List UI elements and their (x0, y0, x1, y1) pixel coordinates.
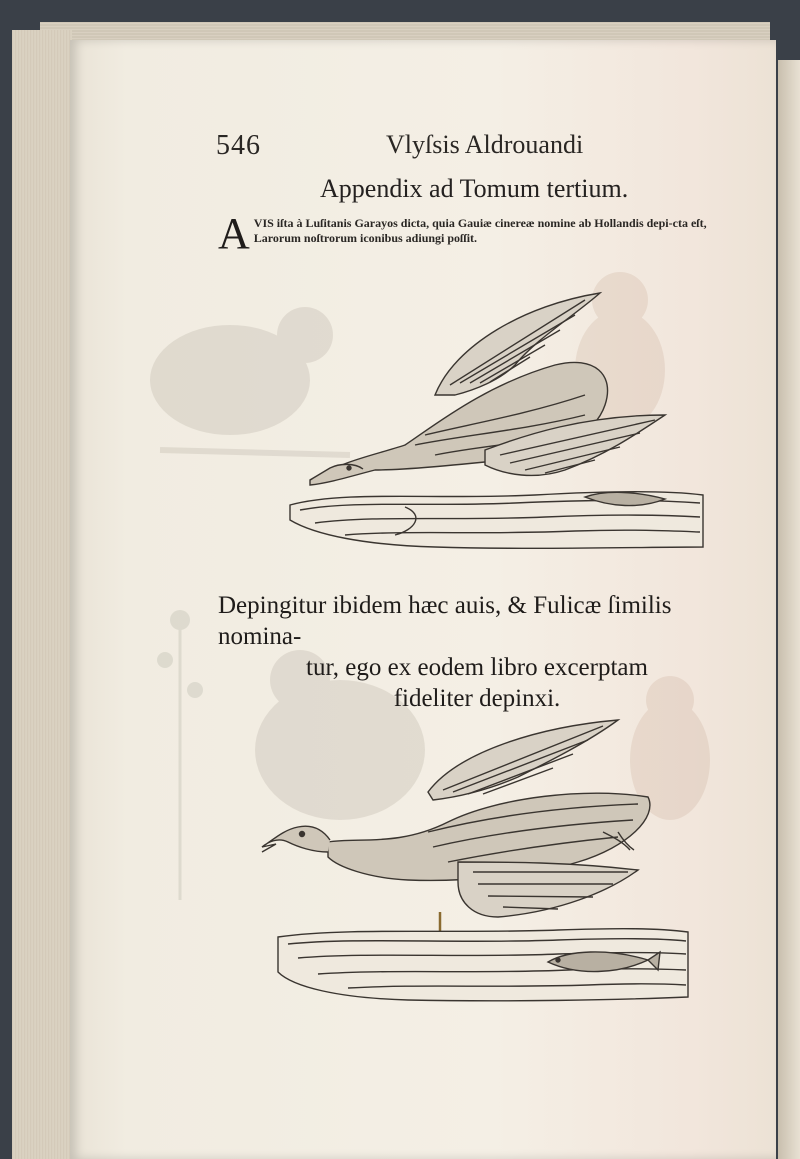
drop-cap: A (218, 209, 250, 258)
caption-line-1: Depingitur ibidem hæc auis, & Fulicæ ſimilis nomina- (218, 592, 672, 650)
page-header (216, 130, 616, 170)
page-number: 546 (216, 130, 261, 161)
running-title: Vlyſsis Aldrouandi (386, 130, 584, 159)
garayos-woodcut (285, 285, 705, 560)
appendix-title: Appendix ad Tomum tertium. (320, 174, 629, 203)
facing-page-edge (778, 60, 800, 1159)
caption-line-3: fideliter depinxi. (393, 685, 561, 712)
intro-text: VIS iſta à Luſitanis Garayos dicta, quia Gauiæ cinereæ nomine ab Hollandis depi-cta eſt, Larorum noſtrorum iconibus adiungi poſſit. (253, 216, 707, 245)
fulica-woodcut (258, 712, 698, 1012)
page-edges (12, 30, 72, 1159)
bleed-through-plant (140, 600, 220, 900)
woodcut-caption (218, 590, 736, 714)
intro-paragraph (218, 209, 733, 258)
caption-line-2: tur, ego ex eodem libro excerptam (306, 654, 648, 681)
